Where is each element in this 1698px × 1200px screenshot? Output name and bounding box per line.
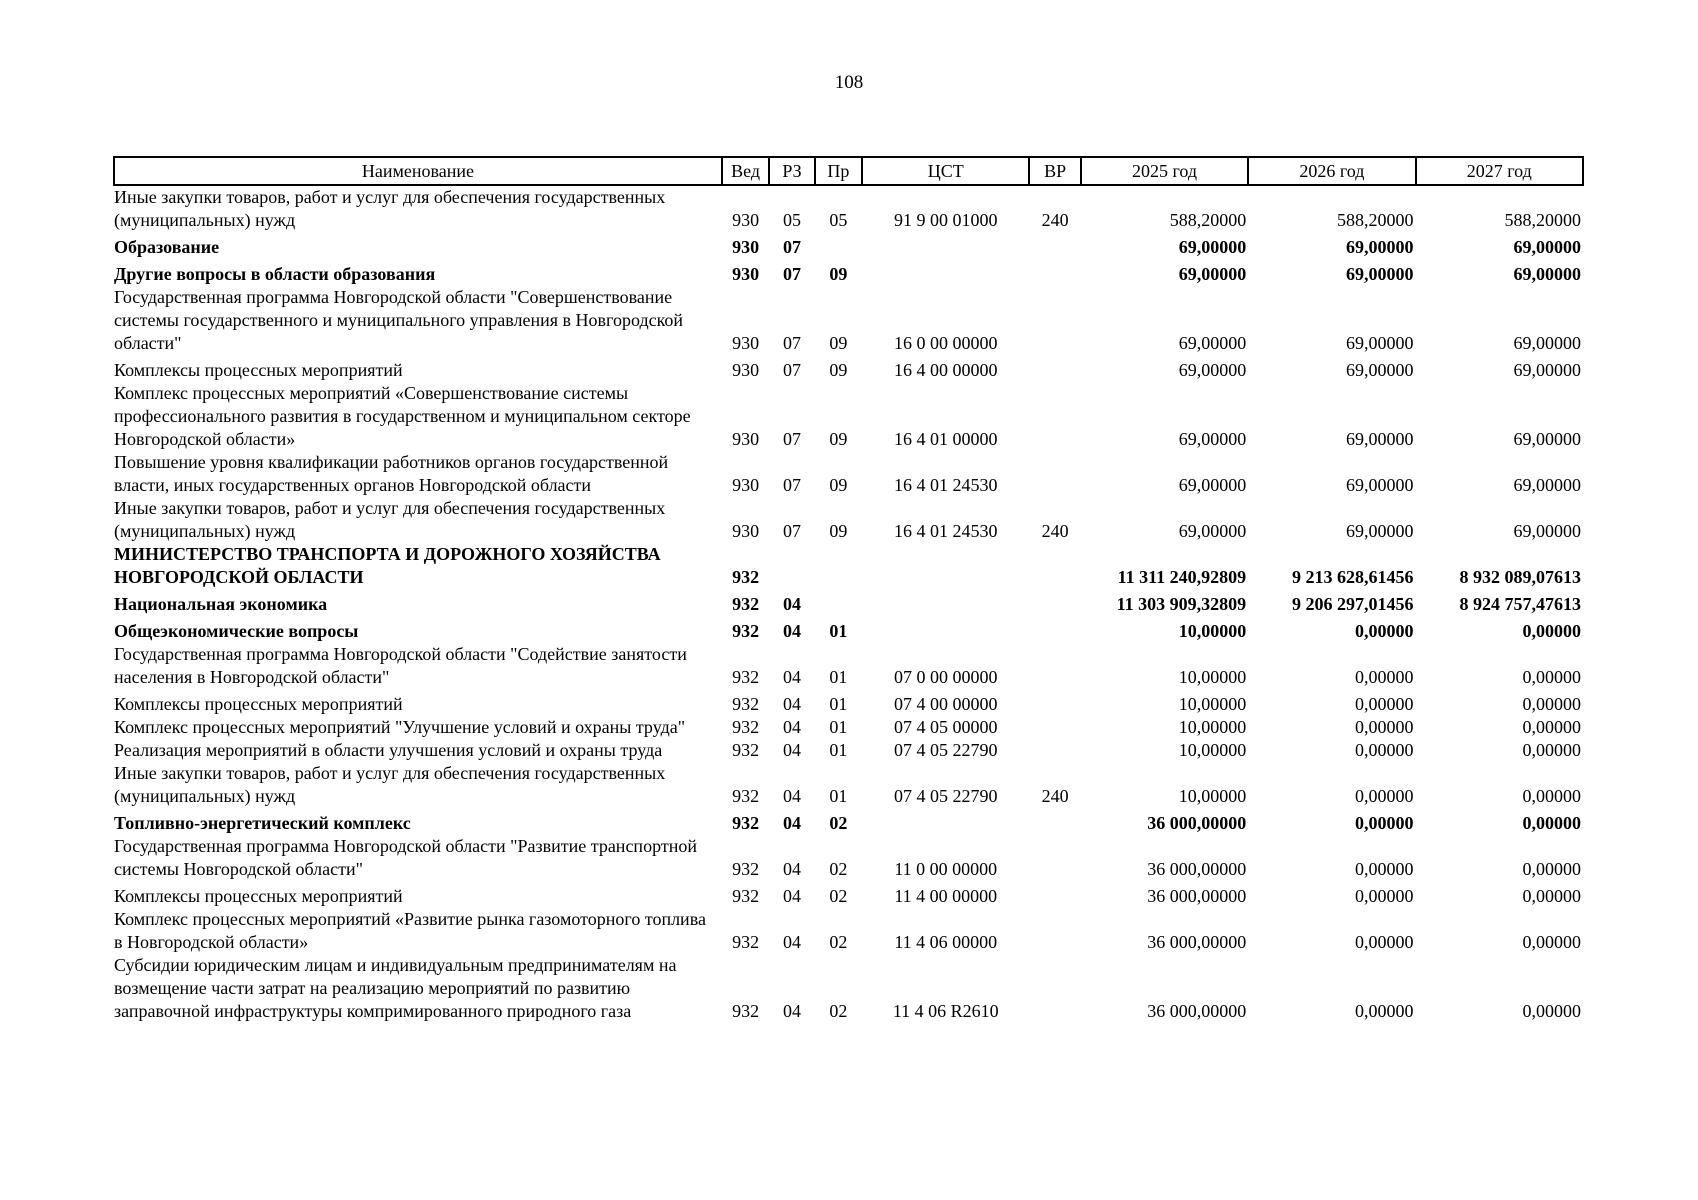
- row-2027: 69,00000: [1513, 333, 1581, 353]
- row-name: Повышение уровня квалификации работников органов государственной власти, иных государственных органов Новгородской области: [114, 452, 669, 495]
- budget-table: [113, 156, 1584, 1023]
- row-2026: 0,00000: [1355, 813, 1414, 833]
- row-pr: 09: [829, 360, 848, 380]
- row-rz: 07: [783, 333, 801, 353]
- row-cst: 11 4 06 00000: [894, 932, 998, 952]
- row-name: Комплексы процессных мероприятий: [114, 886, 403, 906]
- row-pr: 09: [829, 429, 848, 449]
- row-rz: 04: [783, 594, 801, 614]
- row-ved: 930: [732, 521, 760, 541]
- row-name: Реализация мероприятий в области улучшения условий и охраны труда: [114, 740, 663, 760]
- row-2027: 69,00000: [1513, 475, 1581, 495]
- row-vr: [1029, 881, 1080, 908]
- row-2026: 0,00000: [1355, 932, 1414, 952]
- row-2025: 36 000,00000: [1147, 932, 1247, 952]
- row-vr: [1029, 908, 1080, 954]
- header-rz: РЗ: [769, 157, 814, 185]
- row-2027: 8 932 089,07613: [1459, 567, 1581, 587]
- row-cst: 91 9 00 01000: [893, 210, 998, 230]
- table-row: [114, 355, 1583, 382]
- row-pr: 01: [829, 621, 848, 641]
- row-vr: [1029, 716, 1080, 739]
- row-cst: 16 4 00 00000: [893, 360, 998, 380]
- row-pr: 01: [829, 786, 848, 806]
- row-ved: 932: [732, 567, 760, 587]
- table-row: [114, 881, 1583, 908]
- row-name: Образование: [114, 237, 220, 257]
- table-row: [114, 232, 1583, 259]
- row-rz: 04: [783, 932, 801, 952]
- row-name: Комплекс процессных мероприятий «Совершенствование системы профессионального развития в государственном и муниципальном секторе Новгородской области»: [114, 383, 691, 449]
- row-name: Общеэкономические вопросы: [114, 621, 359, 641]
- header-2025: 2025 год: [1081, 157, 1248, 185]
- row-2026: 0,00000: [1355, 621, 1414, 641]
- row-2027: 0,00000: [1522, 694, 1581, 714]
- table-row: [114, 739, 1583, 762]
- table-row: [114, 808, 1583, 835]
- row-2026: 0,00000: [1355, 717, 1414, 737]
- row-vr: [1029, 835, 1080, 881]
- row-2026: 0,00000: [1355, 667, 1414, 687]
- table-row: [114, 543, 1583, 589]
- row-pr: 05: [829, 210, 848, 230]
- row-name: Топливно-энергетический комплекс: [114, 813, 411, 833]
- row-cst: [862, 543, 1029, 589]
- row-2026: 69,00000: [1346, 333, 1414, 353]
- row-cst: 16 4 01 24530: [893, 521, 998, 541]
- row-2025: 36 000,00000: [1147, 813, 1247, 833]
- row-ved: 930: [732, 360, 760, 380]
- row-name: Комплекс процессных мероприятий "Улучшение условий и охраны труда": [114, 717, 686, 737]
- header-2027: 2027 год: [1416, 157, 1583, 185]
- row-ved: 932: [732, 786, 760, 806]
- row-vr: [1029, 808, 1080, 835]
- row-2025: 10,00000: [1178, 740, 1247, 760]
- table-row: [114, 589, 1583, 616]
- row-pr: 01: [829, 694, 848, 714]
- table-row: [114, 382, 1583, 451]
- row-2025: 69,00000: [1178, 237, 1247, 257]
- row-rz: 04: [783, 859, 801, 879]
- row-rz: 04: [783, 667, 801, 687]
- row-pr: 02: [829, 886, 848, 906]
- row-name: МИНИСТЕРСТВО ТРАНСПОРТА И ДОРОЖНОГО ХОЗЯЙСТВА НОВГОРОДСКОЙ ОБЛАСТИ: [114, 544, 661, 587]
- row-2026: 69,00000: [1346, 521, 1414, 541]
- row-2025: 10,00000: [1178, 717, 1247, 737]
- row-pr: 09: [829, 521, 848, 541]
- row-2027: 0,00000: [1522, 621, 1581, 641]
- row-ved: 930: [732, 475, 760, 495]
- row-2027: 0,00000: [1522, 740, 1581, 760]
- row-ved: 932: [732, 1001, 760, 1021]
- row-ved: 932: [732, 740, 760, 760]
- row-cst: [862, 616, 1029, 643]
- row-2025: 10,00000: [1178, 786, 1247, 806]
- table-row: [114, 451, 1583, 497]
- row-rz: 04: [783, 694, 801, 714]
- row-rz: 07: [783, 521, 801, 541]
- row-rz: 04: [783, 717, 801, 737]
- row-2027: 69,00000: [1513, 429, 1581, 449]
- row-name: Иные закупки товаров, работ и услуг для обеспечения государственных (муниципальных) нужд: [114, 498, 666, 541]
- header-ved: Вед: [722, 157, 769, 185]
- row-name: Государственная программа Новгородской области "Содействие занятости населения в Новгородской области": [114, 644, 687, 687]
- row-name: Государственная программа Новгородской области "Развитие транспортной системы Новгородской области": [114, 836, 697, 879]
- row-pr: 02: [829, 932, 848, 952]
- row-name: Национальная экономика: [114, 594, 328, 614]
- row-2027: 0,00000: [1522, 786, 1581, 806]
- row-pr: [815, 589, 862, 616]
- table-row: [114, 497, 1583, 543]
- row-rz: 05: [783, 210, 801, 230]
- row-ved: 930: [732, 210, 760, 230]
- table-row: [114, 185, 1583, 232]
- row-ved: 932: [732, 694, 760, 714]
- row-2026: 69,00000: [1346, 360, 1414, 380]
- header-2026: 2026 год: [1248, 157, 1415, 185]
- row-ved: 932: [732, 886, 760, 906]
- table-row: [114, 762, 1583, 808]
- row-2025: 11 303 909,32809: [1116, 594, 1247, 614]
- row-2026: 0,00000: [1355, 859, 1414, 879]
- row-2026: 69,00000: [1346, 475, 1414, 495]
- row-cst: 07 4 00 00000: [893, 694, 998, 714]
- table-row: [114, 643, 1583, 689]
- row-2025: 588,20000: [1169, 210, 1247, 230]
- row-pr: 02: [829, 1001, 848, 1021]
- row-rz: 07: [783, 475, 801, 495]
- header-vr: ВР: [1029, 157, 1080, 185]
- row-cst: 11 4 00 00000: [894, 886, 998, 906]
- row-vr: [1029, 616, 1080, 643]
- row-2025: 69,00000: [1178, 360, 1247, 380]
- row-ved: 930: [732, 264, 760, 284]
- row-2027: 69,00000: [1513, 360, 1581, 380]
- row-rz: 04: [783, 621, 801, 641]
- row-ved: 930: [732, 333, 760, 353]
- row-name: Комплекс процессных мероприятий «Развитие рынка газомоторного топлива в Новгородской области»: [114, 909, 706, 952]
- row-name: Другие вопросы в области образования: [114, 264, 436, 284]
- row-cst: 11 4 06 R2610: [892, 1001, 999, 1021]
- row-2026: 0,00000: [1355, 694, 1414, 714]
- row-ved: 932: [732, 813, 760, 833]
- row-rz: 07: [783, 237, 801, 257]
- row-2026: 9 213 628,61456: [1292, 567, 1414, 587]
- row-ved: 932: [732, 667, 760, 687]
- row-2027: 588,20000: [1504, 210, 1581, 230]
- row-ved: 932: [732, 621, 760, 641]
- row-cst: 16 4 01 24530: [893, 475, 998, 495]
- table-row: [114, 835, 1583, 881]
- row-rz: 04: [783, 786, 801, 806]
- row-2027: 0,00000: [1522, 859, 1581, 879]
- row-name: Комплексы процессных мероприятий: [114, 694, 403, 714]
- row-vr: [1029, 543, 1080, 589]
- row-rz: 07: [783, 360, 801, 380]
- row-cst: 11 0 00 00000: [894, 859, 998, 879]
- row-2026: 69,00000: [1346, 237, 1414, 257]
- row-pr: [815, 543, 862, 589]
- row-vr: 240: [1041, 521, 1069, 541]
- row-2025: 10,00000: [1178, 694, 1247, 714]
- row-2025: 36 000,00000: [1147, 859, 1247, 879]
- row-pr: 02: [829, 859, 848, 879]
- row-ved: 930: [732, 429, 760, 449]
- row-2027: 0,00000: [1522, 932, 1581, 952]
- row-2025: 10,00000: [1178, 667, 1247, 687]
- row-vr: [1029, 286, 1080, 355]
- row-2026: 69,00000: [1346, 429, 1414, 449]
- row-vr: 240: [1041, 210, 1069, 230]
- row-2027: 0,00000: [1522, 667, 1581, 687]
- row-name: Субсидии юридическим лицам и индивидуальным предпринимателям на возмещение части затрат на реализацию мероприятий по развитию заправочной инфраструктуры компримированного природного газа: [114, 955, 677, 1021]
- row-2026: 0,00000: [1355, 786, 1414, 806]
- row-vr: [1029, 355, 1080, 382]
- row-rz: 04: [783, 886, 801, 906]
- row-rz: 04: [783, 1001, 801, 1021]
- row-cst: 16 0 00 00000: [893, 333, 998, 353]
- row-2026: 588,20000: [1337, 210, 1414, 230]
- row-cst: 07 4 05 00000: [893, 717, 998, 737]
- row-cst: 07 0 00 00000: [893, 667, 998, 687]
- row-2026: 9 206 297,01456: [1292, 594, 1414, 614]
- row-2026: 0,00000: [1355, 740, 1414, 760]
- row-2026: 69,00000: [1346, 264, 1414, 284]
- row-2027: 0,00000: [1522, 813, 1581, 833]
- row-2027: 0,00000: [1522, 1001, 1581, 1021]
- row-2025: 69,00000: [1178, 475, 1247, 495]
- row-2027: 0,00000: [1522, 886, 1581, 906]
- table-row: [114, 616, 1583, 643]
- row-pr: 09: [829, 333, 848, 353]
- row-2027: 0,00000: [1522, 717, 1581, 737]
- row-vr: [1029, 232, 1080, 259]
- row-cst: [862, 808, 1029, 835]
- header-name: Наименование: [114, 157, 722, 185]
- row-vr: [1029, 689, 1080, 716]
- row-ved: 932: [732, 594, 760, 614]
- table-row: [114, 954, 1583, 1023]
- table-row: [114, 286, 1583, 355]
- row-ved: 932: [732, 932, 760, 952]
- row-vr: [1029, 643, 1080, 689]
- row-name: Государственная программа Новгородской области "Совершенствование системы государственного и муниципального управления в Новгородской области": [114, 287, 684, 353]
- table-row: [114, 908, 1583, 954]
- row-2025: 69,00000: [1178, 333, 1247, 353]
- row-cst: 07 4 05 22790: [893, 786, 998, 806]
- row-rz: 04: [783, 740, 801, 760]
- table-row: [114, 259, 1583, 286]
- row-2026: 0,00000: [1355, 886, 1414, 906]
- row-cst: [862, 589, 1029, 616]
- row-2026: 0,00000: [1355, 1001, 1414, 1021]
- row-pr: [815, 232, 862, 259]
- table-body: [114, 185, 1583, 1023]
- row-name: Комплексы процессных мероприятий: [114, 360, 403, 380]
- row-cst: 07 4 05 22790: [893, 740, 998, 760]
- row-vr: [1029, 589, 1080, 616]
- header-cst: ЦСТ: [862, 157, 1029, 185]
- row-ved: 930: [732, 237, 760, 257]
- row-pr: 01: [829, 667, 848, 687]
- table-row: [114, 689, 1583, 716]
- row-2025: 69,00000: [1178, 521, 1247, 541]
- row-cst: [862, 232, 1029, 259]
- row-cst: [862, 259, 1029, 286]
- row-rz: 07: [783, 264, 801, 284]
- row-pr: 01: [829, 717, 848, 737]
- row-vr: [1029, 739, 1080, 762]
- row-vr: [1029, 451, 1080, 497]
- table-header-row: [114, 157, 1583, 185]
- row-2025: 36 000,00000: [1147, 1001, 1247, 1021]
- row-vr: [1029, 954, 1080, 1023]
- row-cst: 16 4 01 00000: [893, 429, 998, 449]
- row-2027: 69,00000: [1513, 264, 1581, 284]
- row-2025: 69,00000: [1178, 264, 1247, 284]
- row-2027: 8 924 757,47613: [1459, 594, 1581, 614]
- row-pr: 01: [829, 740, 848, 760]
- row-2027: 69,00000: [1513, 521, 1581, 541]
- row-vr: [1029, 382, 1080, 451]
- row-pr: 02: [829, 813, 848, 833]
- row-2025: 11 311 240,92809: [1117, 567, 1247, 587]
- row-name: Иные закупки товаров, работ и услуг для обеспечения государственных (муниципальных) нужд: [114, 187, 666, 230]
- page-number: 108: [834, 72, 864, 93]
- row-vr: [1029, 259, 1080, 286]
- row-vr: 240: [1041, 786, 1069, 806]
- row-2027: 69,00000: [1513, 237, 1581, 257]
- row-2025: 10,00000: [1178, 621, 1247, 641]
- row-name: Иные закупки товаров, работ и услуг для обеспечения государственных (муниципальных) нужд: [114, 763, 666, 806]
- row-rz: [769, 543, 814, 589]
- row-rz: 04: [783, 813, 801, 833]
- row-2025: 69,00000: [1178, 429, 1247, 449]
- row-pr: 09: [829, 264, 848, 284]
- row-2025: 36 000,00000: [1147, 886, 1247, 906]
- row-ved: 932: [732, 859, 760, 879]
- table-row: [114, 716, 1583, 739]
- row-rz: 07: [783, 429, 801, 449]
- row-ved: 932: [732, 717, 760, 737]
- row-pr: 09: [829, 475, 848, 495]
- header-pr: Пр: [815, 157, 862, 185]
